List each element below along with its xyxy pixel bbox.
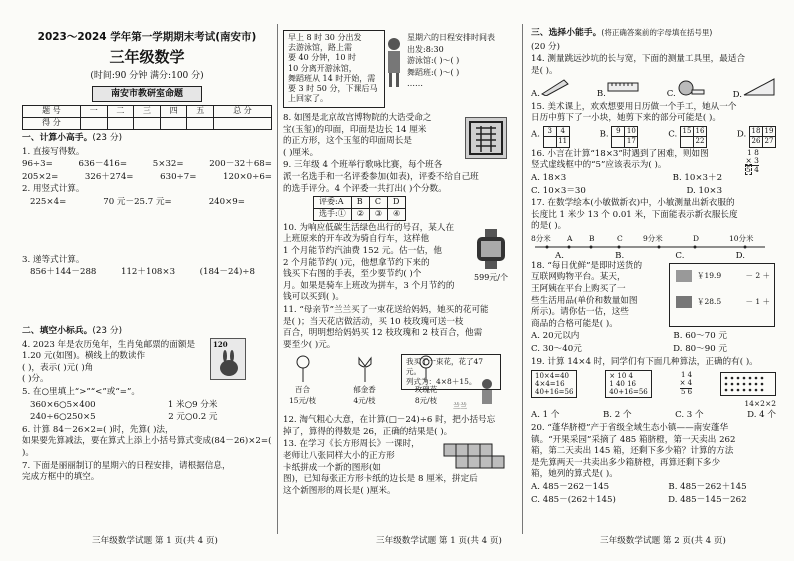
answer-space[interactable] <box>22 210 272 254</box>
option-b[interactable]: B. <box>615 250 625 261</box>
schedule-table: 星期六的日程安排时间表 出发:8:30 游泳馆:( )～( ) 舞蹈班:( )～( ) …… <box>407 33 495 89</box>
page-footer-1: 三年级数学试题 第 1 页(共 4 页) <box>92 536 218 546</box>
method-b: × 10 4 1 40 16 40+16=56 <box>605 370 651 398</box>
option-c[interactable]: C. 15 16 22 <box>668 126 707 148</box>
score-table <box>22 105 272 130</box>
option-d[interactable]: D. 10×3 <box>686 185 723 196</box>
score-label: 得 分 <box>23 117 81 129</box>
option-b[interactable]: B. 485－262＋145 <box>668 481 747 492</box>
product-row: ￥28.5 － 1 ＋ <box>674 292 770 312</box>
score-header: 题 号 <box>23 105 81 117</box>
schedule-info-box: 早上 8 时 30 分出发 去游泳馆，路上需 要 40 分钟，10 时 10 分离开游泳馆， 舞蹈班从 14 时开始，需 要 3 时 50 分，下课后马 上回家了。 <box>283 30 385 108</box>
imperial-seal-image <box>465 117 507 159</box>
question-6: 6. 计算 84－26×2=( )时，先算( )法， 如果要先算减法，要在算式上添上小括号算式变成(84－26)×2=( )。 <box>22 424 272 458</box>
score-header: 总 分 <box>214 105 272 117</box>
scale-label: 8分米 <box>531 233 551 243</box>
score-cell[interactable] <box>187 117 214 129</box>
calc-row: 96÷3= 636－416= 5×32= 200－32＋68= <box>22 159 272 170</box>
option-b[interactable]: B. 10×3＋2 <box>672 172 723 183</box>
score-header: 一 <box>80 105 107 117</box>
column-2 <box>283 30 515 498</box>
question-3: 3. 递等式计算。 <box>22 254 85 265</box>
quantity-stepper[interactable]: － 1 ＋ <box>745 296 770 306</box>
question-13: 13. 在学习《长方形周长》一课时， 老师让八张同样大小的正方形 卡纸拼成一个新的图形(如 图)，已知每张正方形卡纸的边长是 8 厘米，拼定后 这个新图形的周长是( )厘米。 <box>283 439 478 496</box>
question-5: 5. 在○里填上“>”“<”或“=”。 <box>22 386 140 397</box>
q18-options <box>531 344 727 356</box>
section-3-points: (20 分) <box>531 41 560 52</box>
scale-label: 9分米 <box>643 233 663 243</box>
exam-title: 2023～2024 学年第一学期期末考试(南安市) <box>37 31 257 43</box>
flower-figure <box>283 352 515 414</box>
question-14: 14. 测量跳远沙坑的长与宽，下面的测量工具里，最适合 是( )。 <box>531 54 746 77</box>
calendar-piece: 15 16 22 <box>680 126 707 148</box>
exam-badge: 南安市教研室命题 <box>92 86 202 102</box>
score-header: 五 <box>187 105 214 117</box>
option-b[interactable]: B. 2 个 <box>602 410 632 421</box>
question-16: 16. 小言在计算“18×3”时遇到了困难，则如图 竖式虚线框中的“5”应该表示为( )。 <box>531 148 709 171</box>
question-18: 18. “每日优鲜”是即时送货的 互联网购物平台。某天， 王阿姨在平台上购买了一 些生活用品(单价和数量如图 所示)。请你估一估，这些 商品的合格可能是( )。 <box>531 260 643 329</box>
score-cell[interactable] <box>134 117 161 129</box>
seal-icon <box>466 118 506 158</box>
option-c[interactable]: C. 10×3＝30 <box>531 185 586 196</box>
watch-image <box>469 229 513 284</box>
smartwatch-icon <box>474 229 508 269</box>
option-a[interactable]: A. 18×3 <box>531 172 567 183</box>
option-d[interactable]: D. 485－145－262 <box>668 494 747 505</box>
question-12: 12. 淘气粗心大意，在计算(□－24)÷6 时，把小括号忘 掉了，算得的得数是 26，正确的结果是( )。 <box>283 415 496 437</box>
option-d[interactable]: D. 80～90 元 <box>673 344 727 355</box>
method-c: 1 4 × 4 5 6 <box>679 371 693 396</box>
girl-figure-icon <box>383 36 405 90</box>
q15-options <box>531 126 776 148</box>
pencil-icon <box>540 78 570 96</box>
q18-options <box>531 331 727 343</box>
scale-label: D <box>693 233 700 243</box>
method-d-label: 14×2×2 <box>744 399 776 409</box>
section-2-title: 二、填空小标兵。(23 分) <box>22 325 123 336</box>
product-image-icon <box>674 292 694 312</box>
q16-options <box>531 173 722 185</box>
ruler-icon <box>606 78 640 96</box>
exam-subject: 三年级数学 <box>109 48 185 67</box>
question-8: 8. 如图是北京故宫博物院的大诰受命之 宝(玉玺)的印面，印面是边长 14 厘米 的正方形，这个玉玺的印面周长是 ( )厘米。 <box>283 113 432 158</box>
q19-options <box>531 410 776 422</box>
question-19: 19. 计算 14×4 时，同学们有下面几种算法，正确的有( )。 <box>531 356 758 367</box>
option-a[interactable]: A. <box>531 78 570 101</box>
column-1 <box>22 30 272 485</box>
option-b[interactable]: B. <box>597 78 640 101</box>
column-divider <box>522 24 523 534</box>
score-cell[interactable] <box>214 117 272 129</box>
option-b[interactable]: B. 60～70 元 <box>673 331 727 342</box>
compare-row: 360×6○5×400 1 米○9 分米 <box>30 399 218 410</box>
calc-row: 205×2= 326＋274= 630÷7= 120×0÷6= <box>22 171 272 182</box>
section-3-title: 三、选择小能手。(将正确答案前的字母填在括号里) <box>531 28 713 38</box>
option-c[interactable]: C. <box>667 78 706 101</box>
method-a: 10×4=40 4×4=16 40+16=56 <box>531 370 577 398</box>
method-d <box>720 372 776 396</box>
product-row: ￥19.9 － 2 ＋ <box>674 266 770 286</box>
option-a[interactable]: A. 3 4 11 <box>531 126 570 148</box>
option-a[interactable]: A. 485－262－145 <box>531 481 610 492</box>
kid-figure-icon <box>477 378 497 406</box>
section-1-title: 一、计算小高手。(23 分) <box>22 132 123 143</box>
option-b[interactable]: B. 9 10 17 <box>600 126 639 148</box>
q14-options <box>531 79 776 101</box>
score-cell[interactable] <box>80 117 107 129</box>
question-9: 9. 三年级 4 个班举行歌咏比赛，每个班各 派一名选手和一名评委参加(如表)，评委不给自己班 的选手评分。4 个评委一共打出( )个分数。 <box>283 160 479 194</box>
option-c[interactable]: C. 30～40元 <box>531 344 582 355</box>
column-3 <box>531 26 776 507</box>
q20-options <box>531 482 747 494</box>
q16-options <box>531 186 722 198</box>
calc-row: 856＋144－288 112＋108×3 (184－24)÷8 <box>30 267 255 278</box>
score-cell[interactable] <box>107 117 134 129</box>
rabbit-stamp-image <box>210 338 246 380</box>
kid-name: 兰兰 <box>453 402 467 411</box>
flower-tulip: 郁金香 4元/枝 <box>352 354 378 405</box>
stamp-value: 120 <box>213 339 228 349</box>
column-divider <box>277 24 278 534</box>
option-d[interactable]: D. <box>735 250 745 261</box>
score-header: 三 <box>134 105 161 117</box>
calendar-piece: 3 4 11 <box>543 126 570 148</box>
vertical-multiplication: 1 8 × 3 5 4 <box>745 147 759 175</box>
product-image-icon <box>674 266 694 286</box>
page-footer-3: 三年级数学试题 第 2 页(共 4 页) <box>600 536 726 546</box>
tulip-icon <box>352 354 378 382</box>
option-d[interactable]: D. <box>733 77 776 102</box>
question-11: 11. “母亲节”兰兰买了一束花送给妈妈，她买的花可能 是( )；当天花店做活动，买 10 枝玫瑰可送一枝 百合，明明想给妈妈买 12 枝玫瑰和 2 枝百合，他需 要至少( )元。 <box>283 304 489 350</box>
question-2: 2. 用竖式计算。 <box>22 184 85 195</box>
question-7: 7. 下面是丽丽制订的星期六的日程安排，请根据信息， 完成方框中的填空。 <box>22 460 231 483</box>
calendar-piece: 9 10 17 <box>611 126 638 148</box>
number-line <box>531 234 776 260</box>
option-a[interactable]: A. <box>555 250 564 261</box>
question-1: 1. 直接写得数。 <box>22 146 85 157</box>
calc-row: 225×4= 70 元－25.7 元= 240×9= <box>30 196 245 207</box>
tape-measure-icon <box>676 78 706 96</box>
option-c[interactable]: C. <box>675 250 685 261</box>
scale-label: B <box>589 233 595 243</box>
speech-bubble: 我买了一束花，花了47元。 列式为：4×8＋15。 <box>401 354 501 389</box>
page-footer-2: 三年级数学试题 第 1 页(共 4 页) <box>376 536 502 546</box>
flower-lily: 百合 15元/枝 <box>289 354 316 405</box>
score-header: 二 <box>107 105 134 117</box>
option-c[interactable]: C. 3 个 <box>675 410 704 421</box>
watch-price: 599元/个 <box>474 273 508 283</box>
scale-label: 10分米 <box>729 233 754 243</box>
answer-space[interactable] <box>22 280 272 324</box>
flower-rose: 玫瑰花 8元/枝 <box>413 354 439 405</box>
squares-shape-figure <box>443 443 507 469</box>
compare-row: 240÷6○250×5 2 元○0.2 元 <box>30 412 218 423</box>
scale-label: A <box>567 233 573 243</box>
shopping-cart-panel <box>669 263 775 327</box>
option-d[interactable]: D. 18 19 26 27 <box>737 126 776 148</box>
question-15: 15. 美术课上，欢欢想要用日历做一个手工，她从一个 日历中剪下了一小块，她剪下来的部分可能是( )。 <box>531 101 737 124</box>
lily-icon <box>290 354 316 382</box>
option-c[interactable]: C. 485－(262＋145) <box>531 494 616 505</box>
option-a[interactable]: A. 20元以内 <box>531 331 580 342</box>
quantity-stepper[interactable]: － 2 ＋ <box>745 270 770 280</box>
score-cell[interactable] <box>160 117 187 129</box>
dot-array-icon <box>722 374 774 394</box>
option-a[interactable]: A. 1 个 <box>531 410 560 421</box>
score-header: 四 <box>160 105 187 117</box>
rabbit-icon <box>211 350 245 378</box>
judge-player-table: 评委:A B C D 选手:① ② ③ ④ <box>313 196 406 221</box>
scale-label: C <box>617 233 623 243</box>
question-10: 10. 为响应低碳生活绿色出行的号召，某人在 上班原来的开车改为骑自行车，这样他 1 个月能节约汽油费 152 元。估一估，他 2 个月能节约( )元，他想拿节约下来的 钱买下右图的手表，至少要节约( )个 月。如果是骑车上班改为拼车，3 个月节约的钱可以买到( )。 <box>283 222 455 303</box>
q20-options <box>531 495 747 507</box>
question-17: 17. 在数学绘本(小敏做新衣)中，小敏测量出新衣服的 长度比 1 米少 13 个 0.01 米，下面能表示新衣服长度 的是( )。 <box>531 198 738 232</box>
question-4: 4. 2023 年是农历兔年，生肖兔邮票的面额是 1.20 元(如图)。横线上的数读作 ( )，表示( )元( )角 ( )分。 <box>22 339 196 385</box>
q19-methods <box>531 369 776 399</box>
option-d[interactable]: D. 4 个 <box>747 410 776 421</box>
calendar-piece: 18 19 26 27 <box>749 126 776 148</box>
exam-info: (时间:90 分钟 满分:100 分) <box>90 71 204 82</box>
question-20: 20. “蓬华脐橙”产于省级全域生态小镇——南安蓬华 镇。“开果采园”采摘了 485 箱脐橙，第一天卖出 262 箱，第二天卖出 145 箱，还剩下多少箱？计算的方法 是先算两天一共卖出多少箱脐橙，再算还剩下多少 箱，她列的算式是( )。 <box>531 422 736 480</box>
triangle-ruler-icon <box>742 77 776 97</box>
